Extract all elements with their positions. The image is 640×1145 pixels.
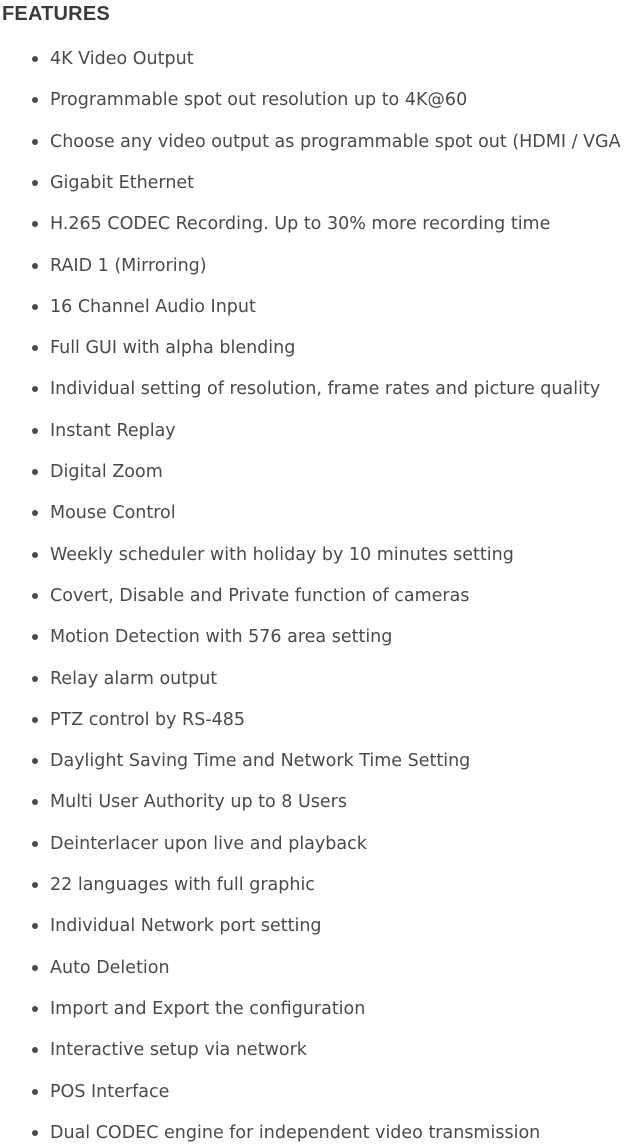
feature-list-item <box>0 956 640 980</box>
feature-text: Interactive setup via network <box>50 1040 307 1061</box>
feature-list-item <box>0 336 640 360</box>
feature-list-item <box>0 47 640 71</box>
feature-list-item <box>0 1038 640 1062</box>
bullet-icon <box>32 552 38 558</box>
bullet-icon <box>32 1006 38 1012</box>
feature-list-item <box>0 1121 640 1145</box>
bullet-icon <box>32 717 38 723</box>
bullet-icon <box>32 345 38 351</box>
bullet-icon <box>32 386 38 392</box>
bullet-icon <box>32 799 38 805</box>
bullet-icon <box>32 428 38 434</box>
feature-text: RAID 1 (Mirroring) <box>50 255 207 276</box>
feature-text: PTZ control by RS-485 <box>50 709 246 730</box>
bullet-icon <box>32 676 38 682</box>
feature-text: Individual setting of resolution, frame rates and picture quality <box>50 379 601 400</box>
feature-list-item <box>0 377 640 401</box>
feature-text: Import and Export the configuration <box>50 998 366 1019</box>
feature-list-item <box>0 501 640 525</box>
feature-text: Weekly scheduler with holiday by 10 minutes setting <box>50 544 514 565</box>
bullet-icon <box>32 882 38 888</box>
feature-text: Deinterlacer upon live and playback <box>50 833 367 854</box>
bullet-icon <box>32 510 38 516</box>
feature-text: Instant Replay <box>50 420 176 441</box>
bullet-icon <box>32 304 38 310</box>
feature-text: Daylight Saving Time and Network Time Setting <box>50 751 471 772</box>
feature-list-item <box>0 171 640 195</box>
bullet-icon <box>32 634 38 640</box>
feature-text: Full GUI with alpha blending <box>50 338 296 359</box>
bullet-icon <box>32 965 38 971</box>
feature-list-item <box>0 212 640 236</box>
feature-list-item <box>0 130 640 154</box>
feature-list-item <box>0 88 640 112</box>
feature-text: Individual Network port setting <box>50 916 322 937</box>
features-heading: FEATURES <box>2 3 110 25</box>
bullet-icon <box>32 97 38 103</box>
feature-list-item <box>0 914 640 938</box>
bullet-icon <box>32 758 38 764</box>
bullet-icon <box>32 1089 38 1095</box>
feature-list-item <box>0 708 640 732</box>
feature-list-item <box>0 419 640 443</box>
feature-text: Gigabit Ethernet <box>50 172 195 193</box>
feature-text: Mouse Control <box>50 503 176 524</box>
feature-text: 22 languages with full graphic <box>50 875 315 895</box>
feature-text: 4K Video Output <box>50 49 194 69</box>
feature-text: 16 Channel Audio Input <box>50 296 256 317</box>
feature-list-item <box>0 667 640 691</box>
feature-text: Motion Detection with 576 area setting <box>50 627 393 648</box>
bullet-icon <box>32 263 38 269</box>
feature-text: POS Interface <box>50 1081 170 1102</box>
feature-text: Auto Deletion <box>50 957 170 978</box>
feature-list-item <box>0 832 640 856</box>
bullet-icon <box>32 221 38 227</box>
bullet-icon <box>32 923 38 929</box>
feature-list-item <box>0 997 640 1021</box>
bullet-icon <box>32 469 38 475</box>
bullet-icon <box>32 139 38 145</box>
feature-list-item <box>0 295 640 319</box>
feature-text: Covert, Disable and Private function of cameras <box>50 585 470 606</box>
feature-list-item <box>0 1080 640 1104</box>
feature-list-item <box>0 790 640 814</box>
bullet-icon <box>32 593 38 599</box>
bullet-icon <box>32 1047 38 1053</box>
feature-text: Relay alarm output <box>50 668 218 689</box>
feature-text: Dual CODEC engine for independent video transmission <box>50 1122 541 1143</box>
bullet-icon <box>32 56 38 62</box>
feature-list-item <box>0 625 640 649</box>
bullet-icon <box>32 841 38 847</box>
feature-text: H.265 CODEC Recording. Up to 30% more recording time <box>50 214 551 235</box>
feature-list-item <box>0 460 640 484</box>
feature-list-item <box>0 873 640 897</box>
feature-text: Multi User Authority up to 8 Users <box>50 792 347 813</box>
feature-list-item <box>0 543 640 567</box>
bullet-icon <box>32 1130 38 1136</box>
feature-list-item <box>0 749 640 773</box>
feature-list-item <box>0 254 640 278</box>
bullet-icon <box>32 180 38 186</box>
feature-text: Digital Zoom <box>50 462 163 482</box>
feature-text: Programmable spot out resolution up to 4K@60 <box>50 90 468 111</box>
feature-list-item <box>0 584 640 608</box>
feature-text: Choose any video output as programmable spot out (HDMI / VGA <box>50 131 621 152</box>
